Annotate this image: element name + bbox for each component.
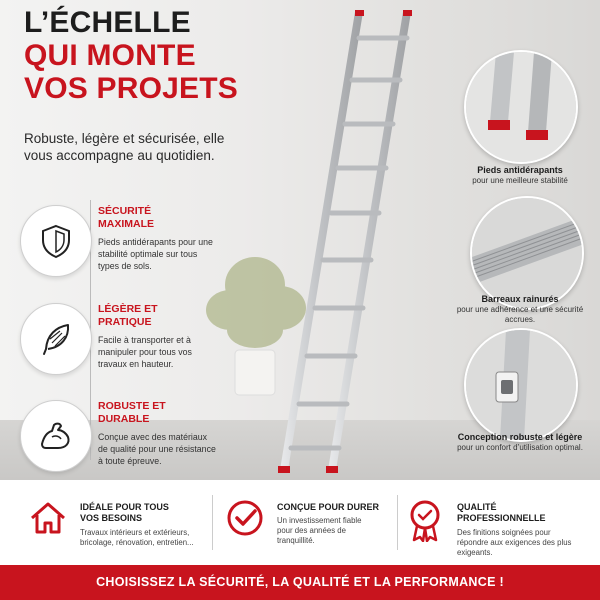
detail-title: Barreaux rainurés: [481, 294, 559, 304]
feature-securite: [20, 205, 235, 290]
bottom-feature-title: IDÉALE POUR TOUS VOS BESOINS: [80, 502, 169, 523]
feather-icon: [38, 321, 74, 357]
bottom-features: [0, 480, 600, 565]
bottom-feature-qualite: [405, 480, 595, 565]
shield-icon: [38, 223, 74, 259]
feature-title: ROBUSTE ET DURABLE: [98, 400, 166, 425]
detail-image-construction: [464, 328, 578, 442]
feature-desc: Pieds antidérapants pour une stabilité optimale sur tous types de sols.: [98, 237, 213, 271]
detail-rungs: [445, 294, 595, 325]
detail-feet: [445, 165, 595, 186]
detail-title: Conception robuste et légère: [457, 432, 583, 442]
ladder-image: [270, 8, 420, 478]
feature-icon-circle: [20, 400, 92, 472]
feature-desc: Conçue avec des matériaux de qualité pour une résistance à toute épreuve.: [98, 432, 216, 466]
detail-title: Pieds antidérapants: [477, 165, 563, 175]
bottom-feature-besoins: [28, 480, 208, 565]
medal-icon: [405, 498, 445, 542]
feature-title: SÉCURITÉ MAXIMALE: [98, 205, 154, 230]
bottom-separator: [397, 495, 398, 550]
bottom-feature-desc: Travaux intérieurs et extérieurs, bricolage, rénovation, entretien...: [80, 528, 194, 547]
feature-icon-circle: [20, 205, 92, 277]
intro-text: Robuste, légère et sécurisée, elle vous accompagne au quotidien.: [24, 131, 225, 163]
bottom-feature-title: CONÇUE POUR DURER: [277, 502, 380, 512]
cta-banner: CHOISISSEZ LA SÉCURITÉ, LA QUALITÉ ET LA PERFORMANCE !: [0, 565, 600, 600]
muscle-arm-icon: [38, 418, 74, 454]
bottom-feature-desc: Un investissement fiable pour des années de tranquillité.: [277, 516, 362, 545]
house-icon: [28, 498, 68, 538]
detail-image-rungs: [470, 196, 584, 310]
detail-construction: [445, 432, 595, 453]
feature-title: LÉGÈRE ET PRATIQUE: [98, 303, 158, 328]
detail-desc: pour une adhérence et une sécurité accrues.: [456, 305, 584, 324]
detail-image-feet: [464, 50, 578, 164]
headline-line-1: L’ÉCHELLE: [24, 6, 191, 39]
feature-desc: Facile à transporter et à manipuler pour tous vos travaux en hauteur.: [98, 335, 192, 369]
headline-line-3: VOS PROJETS: [24, 72, 238, 105]
detail-desc: pour un confort d’utilisation optimal.: [457, 443, 583, 452]
feature-legere: [20, 303, 235, 388]
headline: [24, 6, 238, 105]
bottom-feature-title: QUALITÉ PROFESSIONNELLE: [457, 502, 546, 523]
bottom-feature-desc: Des finitions soignées pour répondre aux exigences des plus exigeants.: [457, 528, 572, 557]
headline-line-2: QUI MONTE: [24, 39, 196, 72]
check-circle-icon: [225, 498, 265, 538]
bottom-feature-durer: [225, 480, 395, 565]
feature-icon-circle: [20, 303, 92, 375]
bottom-separator: [212, 495, 213, 550]
feature-robuste: [20, 400, 235, 480]
detail-desc: pour une meilleure stabilité: [472, 176, 568, 185]
